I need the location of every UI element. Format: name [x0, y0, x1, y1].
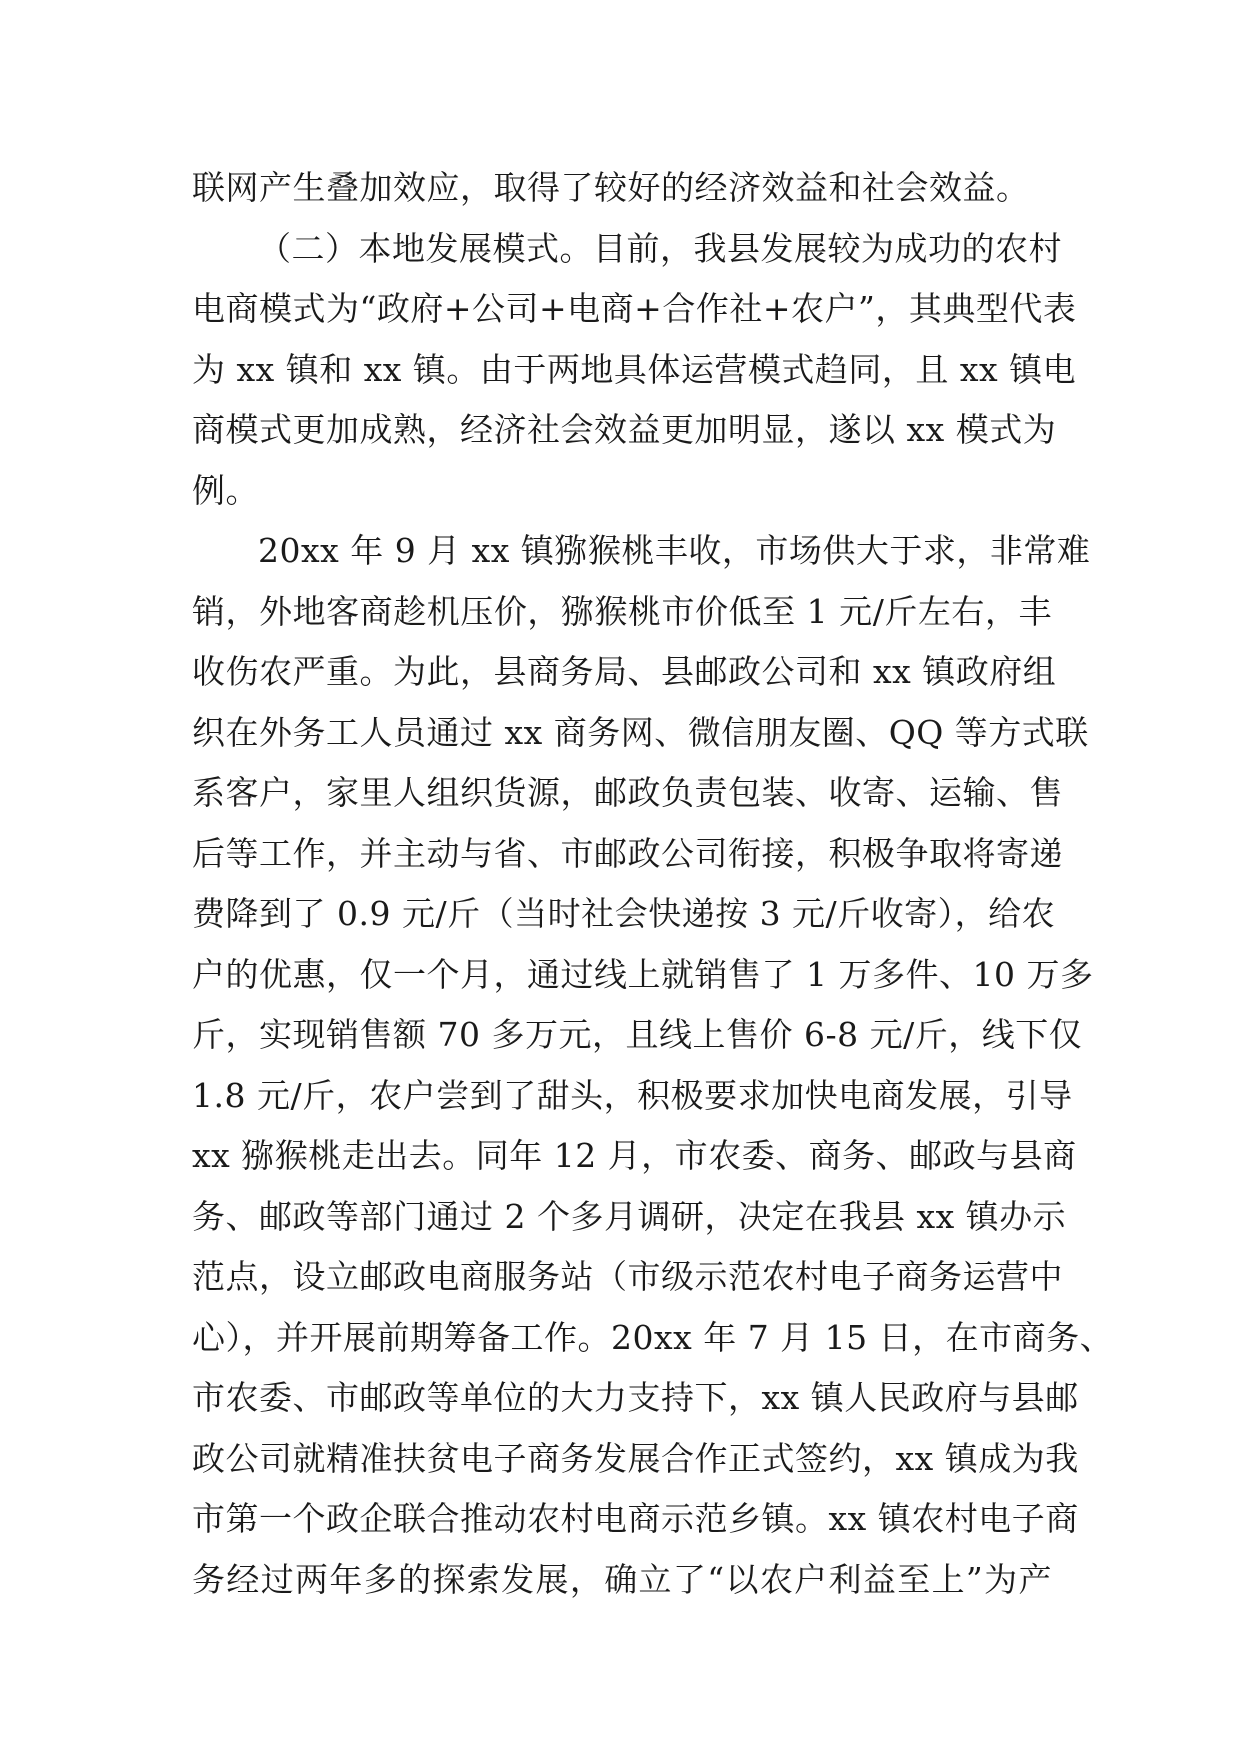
text-line: 电商模式为“政府+公司+电商+合作社+农户”，其典型代表	[192, 289, 1077, 328]
text-line: 市农委、市邮政等单位的大力支持下，xx 镇人民政府与县邮	[192, 1378, 1079, 1417]
text-line: 政公司就精准扶贫电子商务发展合作正式签约，xx 镇成为我	[192, 1438, 1079, 1478]
text-line: 收伤农严重。为此，县商务局、县邮政公司和 xx 镇政府组	[192, 652, 1057, 691]
text-line: 销，外地客商趁机压价，猕猴桃市价低至 1 元/斤左右，丰	[192, 591, 1052, 631]
text-line: 市第一个政企联合推动农村电商示范乡镇。xx 镇农村电子商	[192, 1499, 1079, 1538]
text-line: 系客户，家里人组织货源，邮政负责包装、收寄、运输、售	[192, 773, 1063, 812]
text-line: 例。	[192, 470, 259, 510]
text-line: xx 猕猴桃走出去。同年 12 月，市农委、商务、邮政与县商	[192, 1136, 1077, 1175]
text-line: 织在外务工人员通过 xx 商务网、微信朋友圈、QQ 等方式联	[192, 712, 1089, 752]
text-line: 范点，设立邮政电商服务站（市级示范农村电子商务运营中	[192, 1257, 1063, 1296]
paragraph-start-line: 20xx 年 9 月 xx 镇猕猴桃丰收，市场供大于求，非常难	[258, 531, 1091, 570]
text-line: 1.8 元/斤，农户尝到了甜头，积极要求加快电商发展，引导	[192, 1075, 1073, 1115]
text-line: 为 xx 镇和 xx 镇。由于两地具体运营模式趋同，且 xx 镇电	[192, 349, 1077, 389]
text-line: 费降到了 0.9 元/斤（当时社会快递按 3 元/斤收寄），给农	[192, 894, 1056, 933]
text-line: 心），并开展前期筹备工作。20xx 年 7 月 15 日，在市商务、	[192, 1317, 1114, 1357]
section-heading-line: （二）本地发展模式。目前，我县发展较为成功的农村	[258, 228, 1062, 268]
body-text	[192, 158, 1114, 1610]
text-line: 斤，实现销售额 70 多万元，且线上售价 6-8 元/斤，线下仅	[192, 1015, 1083, 1054]
text-line: 商模式更加成熟，经济社会效益更加明显，遂以 xx 模式为	[192, 410, 1057, 449]
text-line: 户的优惠，仅一个月，通过线上就销售了 1 万多件、10 万多	[192, 954, 1094, 994]
text-line: 务、邮政等部门通过 2 个多月调研，决定在我县 xx 镇办示	[192, 1196, 1067, 1236]
text-line: 后等工作，并主动与省、市邮政公司衔接，积极争取将寄递	[192, 833, 1063, 873]
text-line: 务经过两年多的探索发展，确立了“以农户利益至上”为产	[192, 1559, 1052, 1599]
text-line: 联网产生叠加效应，取得了较好的经济效益和社会效益。	[192, 168, 1030, 207]
